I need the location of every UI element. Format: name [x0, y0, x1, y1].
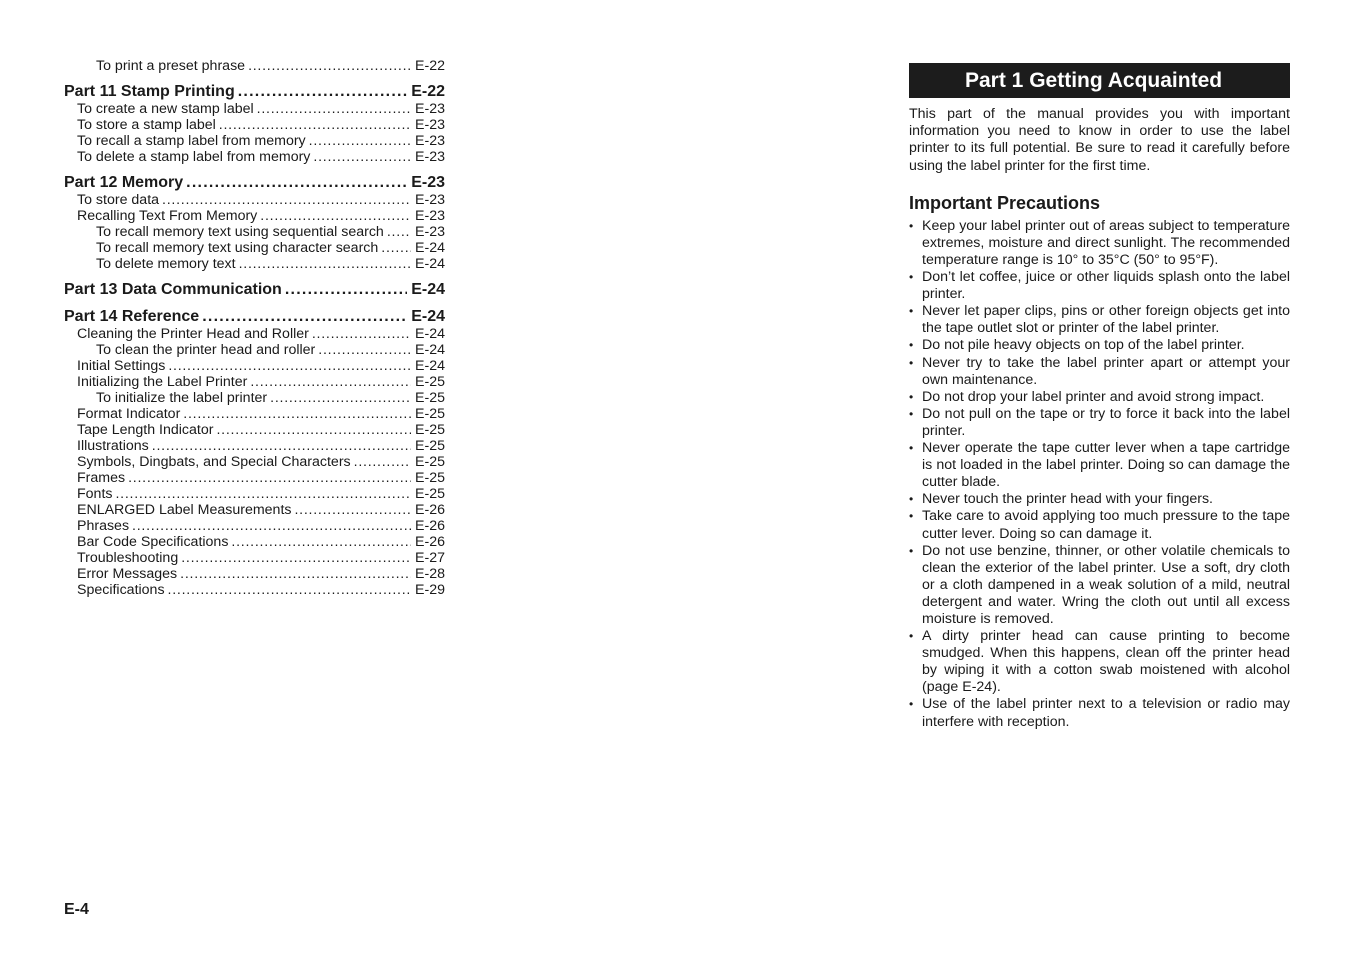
toc-entry	[64, 374, 445, 390]
toc-entry-title: Initializing the Label Printer	[77, 374, 248, 390]
toc-entry-title: To clean the printer head and roller	[96, 342, 316, 358]
toc-entry	[64, 240, 445, 256]
toc-part-heading	[64, 82, 445, 101]
chapter-section	[909, 63, 1290, 731]
toc-leader-dots	[318, 342, 411, 358]
toc-entry-page: E-25	[415, 470, 445, 486]
toc-entry-page: E-23	[415, 101, 445, 117]
toc-entry-page: E-26	[415, 502, 445, 518]
toc-leader-dots	[270, 390, 411, 406]
toc-entry-page: E-23	[415, 117, 445, 133]
toc-part-heading	[64, 307, 445, 326]
toc-entry-title: To initialize the label printer	[96, 390, 268, 406]
toc-entry-page: E-23	[415, 224, 445, 240]
toc-entry-title: ENLARGED Label Measurements	[77, 502, 292, 518]
toc-entry-page: E-27	[415, 550, 445, 566]
toc-leader-dots	[219, 117, 411, 133]
toc-entry	[64, 406, 445, 422]
toc-leader-dots	[115, 486, 411, 502]
toc-entry-page: E-25	[415, 390, 445, 406]
toc-entry	[64, 342, 445, 358]
toc-entry-title: Tape Length Indicator	[77, 422, 214, 438]
precaution-item: • Never touch the printer head with your fingers.	[909, 491, 1290, 508]
toc-leader-dots	[202, 307, 407, 326]
toc-leader-dots	[181, 550, 411, 566]
toc-leader-dots	[180, 566, 411, 582]
toc-entry-title: Part 13 Data Communication	[64, 281, 282, 298]
toc-entry-title: To recall a stamp label from memory	[77, 133, 306, 149]
toc-entry-page: E-28	[415, 566, 445, 582]
precaution-item: • Never let paper clips, pins or other foreign objects get into the tape outlet slot or printer of the label printer.	[909, 303, 1290, 337]
toc-entry-page: E-24	[415, 358, 445, 374]
toc-leader-dots	[285, 280, 407, 299]
toc-entry-page: E-22	[411, 83, 445, 100]
toc-entry-page: E-23	[415, 192, 445, 208]
toc-entry-title: Part 12 Memory	[64, 174, 184, 191]
toc-entry-page: E-24	[415, 342, 445, 358]
toc-entry-title: Cleaning the Printer Head and Roller	[77, 326, 309, 342]
toc-entry	[64, 192, 445, 208]
toc-entry-page: E-24	[415, 256, 445, 272]
page-number: E-4	[64, 901, 89, 918]
toc-entry-page: E-24	[411, 308, 445, 325]
section-heading: Important Precautions	[909, 192, 1101, 213]
chapter-intro: This part of the manual provides you with important information you need to know in order to use the label printer to its full potential. Be sure to read it carefully before using the label printer for the first time.	[909, 106, 1290, 174]
toc-entry-title: Format Indicator	[77, 406, 181, 422]
toc-entry	[64, 117, 445, 133]
toc-entry	[64, 502, 445, 518]
toc-entry-title: Troubleshooting	[77, 550, 179, 566]
toc-entry-page: E-29	[415, 582, 445, 598]
toc-entry-page: E-25	[415, 406, 445, 422]
toc-leader-dots	[294, 502, 411, 518]
toc-entry	[64, 518, 445, 534]
toc-leader-dots	[216, 422, 411, 438]
toc-entry-page: E-23	[415, 149, 445, 165]
toc-entry-title: Bar Code Specifications	[77, 534, 229, 550]
toc-leader-dots	[312, 326, 411, 342]
precaution-item: • Do not drop your label printer and avoid strong impact.	[909, 389, 1290, 406]
toc-leader-dots	[248, 58, 411, 74]
toc-entry	[64, 326, 445, 342]
toc-entry-page: E-23	[415, 208, 445, 224]
toc-entry-page: E-26	[415, 518, 445, 534]
precaution-item: • Never try to take the label printer apart or attempt your own maintenance.	[909, 355, 1290, 389]
toc-entry-title: Symbols, Dingbats, and Special Characters	[77, 454, 351, 470]
toc-entry-page: E-25	[415, 454, 445, 470]
toc-entry	[64, 224, 445, 240]
toc-leader-dots	[381, 240, 411, 256]
toc-part-heading	[64, 280, 445, 299]
toc-entry	[64, 422, 445, 438]
precaution-item: • Do not pile heavy objects on top of the label printer.	[909, 337, 1290, 354]
toc-leader-dots	[168, 358, 411, 374]
toc-entry	[64, 470, 445, 486]
toc-entry-title: Part 14 Reference	[64, 308, 200, 325]
toc-leader-dots	[313, 149, 411, 165]
toc-entry-title: To delete a stamp label from memory	[77, 149, 311, 165]
toc-entry	[64, 256, 445, 272]
toc-entry	[64, 550, 445, 566]
toc-leader-dots	[257, 101, 411, 117]
toc-leader-dots	[260, 208, 411, 224]
chapter-title: Part 1 Getting Acquainted	[965, 68, 1223, 92]
precaution-item: • Use of the label printer next to a television or radio may interfere with reception.	[909, 696, 1290, 730]
toc-entry-title: To delete memory text	[96, 256, 236, 272]
toc-entry-title: Recalling Text From Memory	[77, 208, 258, 224]
precaution-item: • A dirty printer head can cause printing to become smudged. When this happens, clean off the printer head by wiping it with a cotton swab moistened with alcohol (page E-24).	[909, 628, 1290, 696]
precaution-item: • Do not pull on the tape or try to force it back into the label printer.	[909, 406, 1290, 440]
toc-entry	[64, 208, 445, 224]
toc-entry-page: E-24	[415, 326, 445, 342]
toc-entry-title: To store a stamp label	[77, 117, 216, 133]
precaution-item: • Keep your label printer out of areas subject to temperature extremes, moisture and direct sunlight. The recommended temperature range is 10° to 35°C (50° to 95°F).	[909, 218, 1290, 269]
toc-leader-dots	[162, 192, 411, 208]
toc-leader-dots	[168, 582, 411, 598]
toc-entry-title: To create a new stamp label	[77, 101, 254, 117]
toc-leader-dots	[152, 438, 411, 454]
toc-entry	[64, 534, 445, 550]
toc-leader-dots	[250, 374, 411, 390]
toc-entry	[64, 58, 445, 74]
toc-leader-dots	[354, 454, 411, 470]
toc-leader-dots	[238, 82, 407, 101]
toc-entry-page: E-25	[415, 374, 445, 390]
toc-leader-dots	[132, 518, 411, 534]
toc-entry-title: Error Messages	[77, 566, 178, 582]
toc-leader-dots	[186, 173, 407, 192]
precaution-item: • Take care to avoid applying too much pressure to the tape cutter lever. Doing so can damage it.	[909, 508, 1290, 542]
toc-entry	[64, 133, 445, 149]
table-of-contents	[64, 58, 445, 598]
toc-entry-page: E-25	[415, 486, 445, 502]
toc-leader-dots	[128, 470, 411, 486]
toc-entry-title: To recall memory text using sequential search	[96, 224, 384, 240]
precaution-item: • Don’t let coffee, juice or other liquids splash onto the label printer.	[909, 269, 1290, 303]
toc-entry	[64, 149, 445, 165]
toc-leader-dots	[387, 224, 411, 240]
toc-entry-title: Specifications	[77, 582, 165, 598]
toc-entry	[64, 390, 445, 406]
toc-entry-title: Fonts	[77, 486, 113, 502]
toc-entry	[64, 486, 445, 502]
toc-entry-page: E-24	[411, 281, 445, 298]
toc-entry-page: E-23	[411, 174, 445, 191]
toc-entry	[64, 101, 445, 117]
toc-entry	[64, 454, 445, 470]
precaution-item: • Never operate the tape cutter lever when a tape cartridge is not loaded in the label printer. Doing so can damage the cutter blade.	[909, 440, 1290, 491]
toc-entry-title: Phrases	[77, 518, 130, 534]
precautions-list	[909, 218, 1290, 731]
toc-entry-page: E-22	[415, 58, 445, 74]
chapter-title-banner	[909, 63, 1290, 98]
toc-entry-page: E-25	[415, 422, 445, 438]
toc-entry-page: E-24	[415, 240, 445, 256]
toc-entry	[64, 566, 445, 582]
toc-entry-page: E-23	[415, 133, 445, 149]
toc-entry-title: To print a preset phrase	[96, 58, 246, 74]
toc-part-heading	[64, 173, 445, 192]
toc-leader-dots	[309, 133, 411, 149]
toc-entry	[64, 358, 445, 374]
toc-entry-title: To store data	[77, 192, 160, 208]
toc-leader-dots	[231, 534, 411, 550]
toc-entry-page: E-26	[415, 534, 445, 550]
toc-entry-title: Part 11 Stamp Printing	[64, 83, 235, 100]
toc-entry	[64, 582, 445, 598]
precaution-item: • Do not use benzine, thinner, or other volatile chemicals to clean the exterior of the label printer. Use a soft, dry cloth or a cloth dampened in a weak solution of a mild, neutral detergent and water. Wring the cloth out until all excess moisture is removed.	[909, 543, 1290, 628]
toc-entry-title: Illustrations	[77, 438, 149, 454]
toc-leader-dots	[239, 256, 411, 272]
toc-entry-page: E-25	[415, 438, 445, 454]
toc-entry-title: Frames	[77, 470, 126, 486]
toc-entry-title: Initial Settings	[77, 358, 166, 374]
toc-entry-title: To recall memory text using character search	[96, 240, 379, 256]
toc-entry	[64, 438, 445, 454]
toc-leader-dots	[183, 406, 411, 422]
